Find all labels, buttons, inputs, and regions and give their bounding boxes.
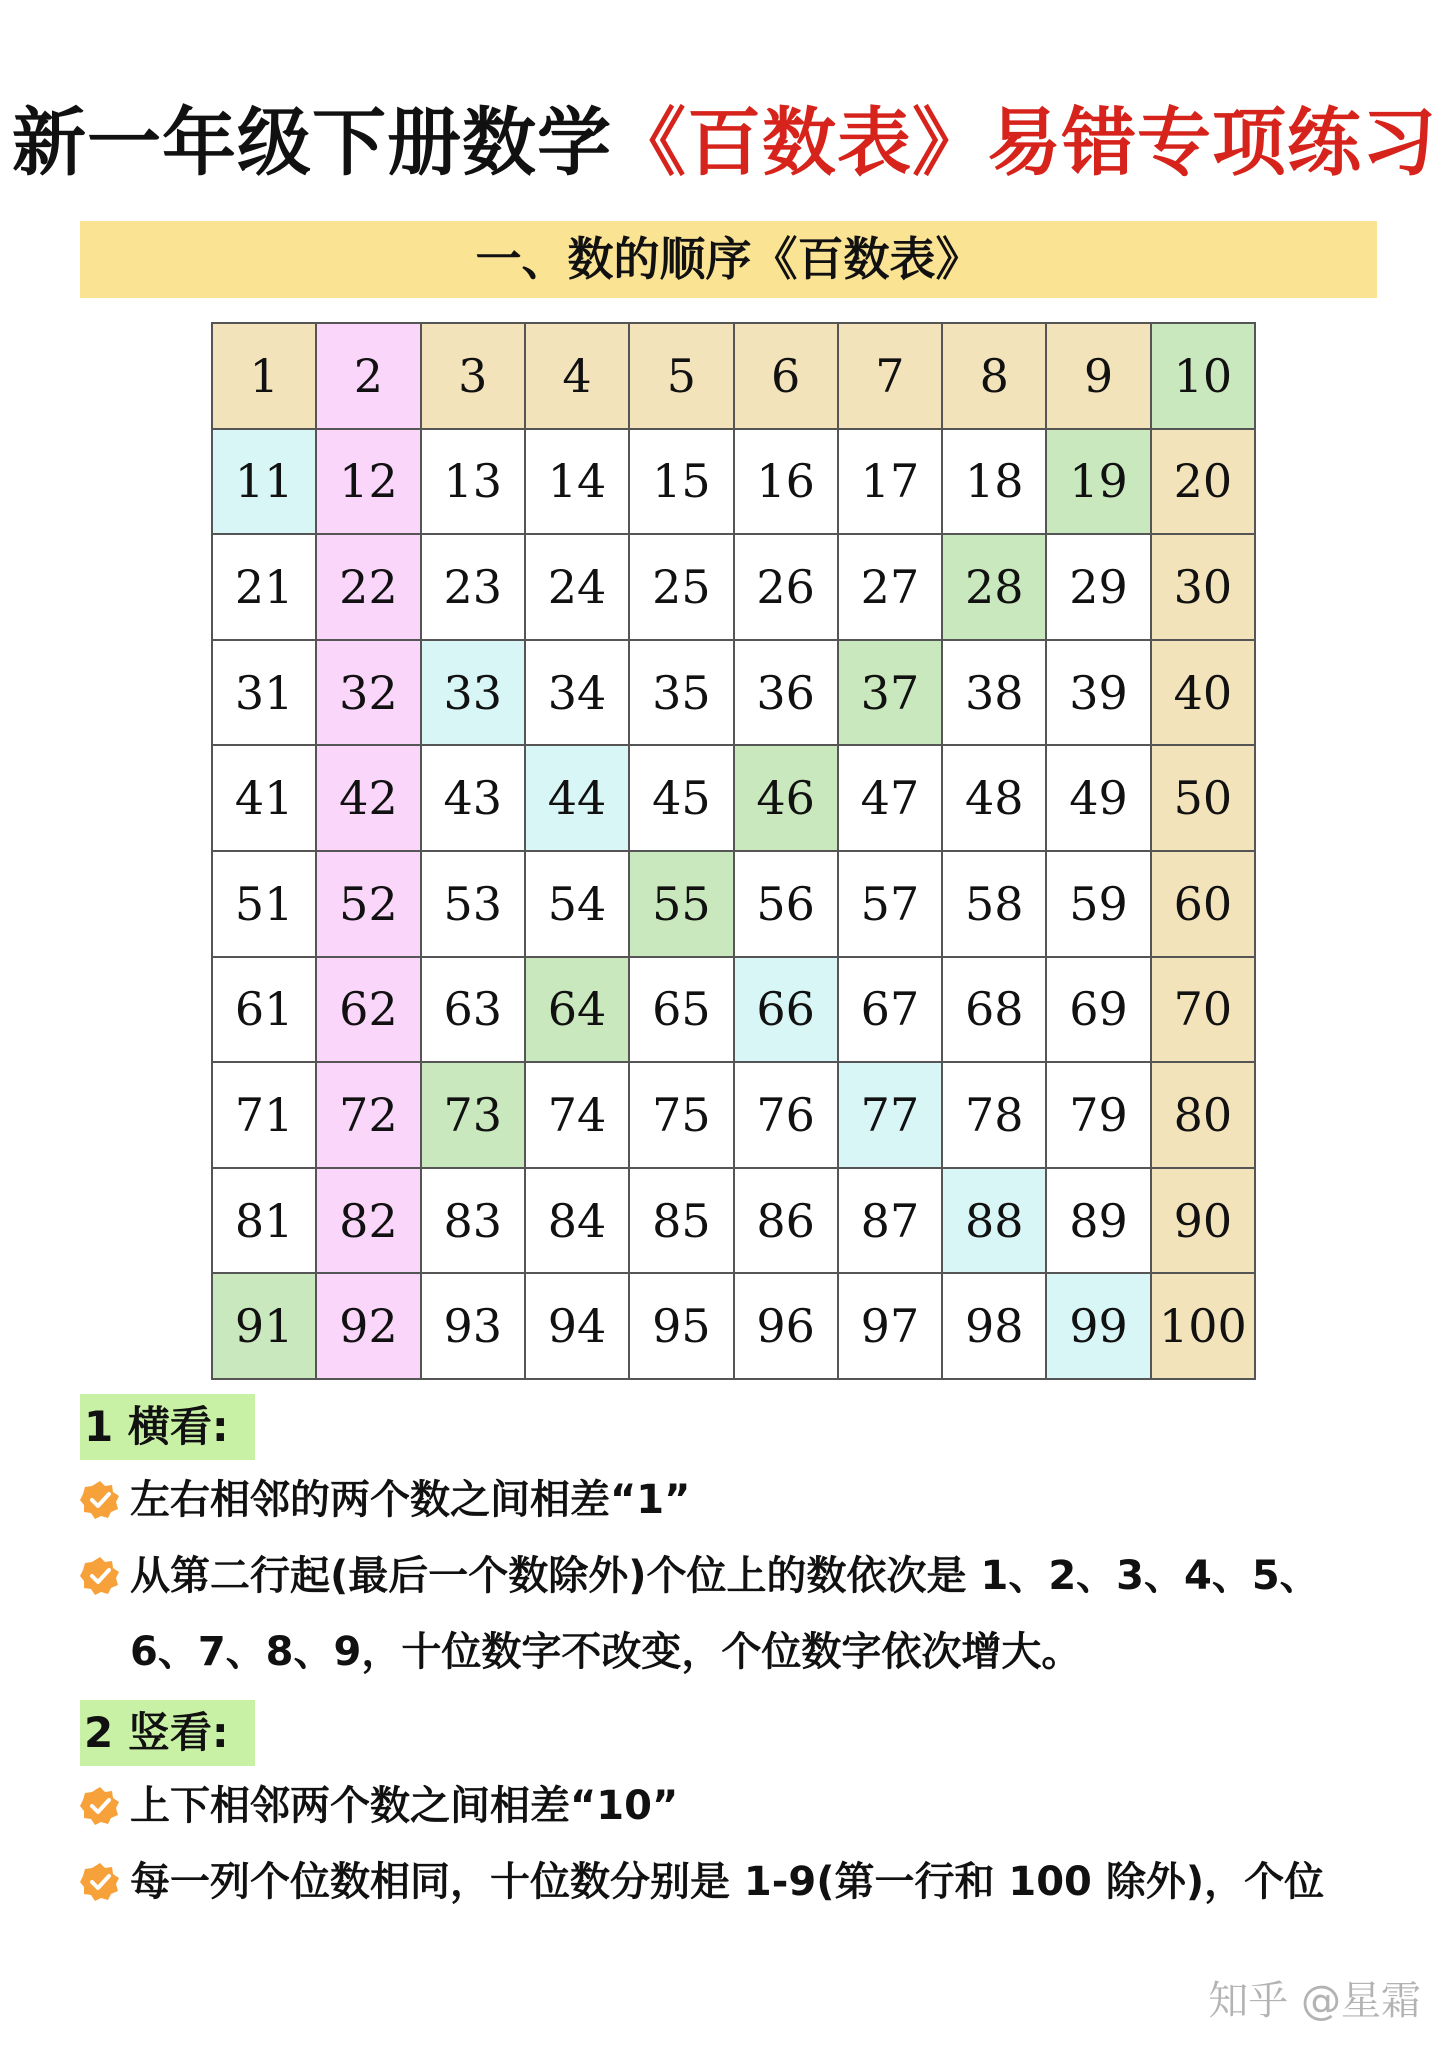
hundred-chart-cell: 69	[1047, 958, 1151, 1064]
hundred-chart-cell: 70	[1152, 958, 1256, 1064]
hundred-chart-cell: 3	[422, 324, 526, 430]
hundred-chart-cell: 71	[213, 1063, 317, 1169]
watermark: 知乎 @星霜	[1208, 1978, 1421, 2024]
orange-badge-check-icon	[80, 1786, 120, 1826]
hundred-chart-cell: 59	[1047, 852, 1151, 958]
hundred-chart-cell: 43	[422, 746, 526, 852]
hundred-chart-cell: 64	[526, 958, 630, 1064]
hundred-chart-cell: 82	[317, 1169, 421, 1275]
hundred-chart-cell: 45	[630, 746, 734, 852]
hundred-chart-cell: 84	[526, 1169, 630, 1275]
hundred-chart-cell: 1	[213, 324, 317, 430]
hundred-chart-cell: 61	[213, 958, 317, 1064]
hundred-chart-cell: 37	[839, 641, 943, 747]
horizontal-bullet-1-text: 左右相邻的两个数之间相差“1”	[130, 1477, 691, 1523]
hundred-chart-cell: 67	[839, 958, 943, 1064]
hundred-chart-cell: 23	[422, 535, 526, 641]
hundred-chart-cell: 14	[526, 430, 630, 536]
hundred-chart-cell: 91	[213, 1274, 317, 1380]
hundred-chart-cell: 28	[943, 535, 1047, 641]
hundred-chart-cell: 95	[630, 1274, 734, 1380]
section-heading: 一、数的顺序《百数表》	[475, 232, 982, 286]
hundred-chart-cell: 15	[630, 430, 734, 536]
hundred-chart-cell: 31	[213, 641, 317, 747]
horizontal-heading: 1 横看:	[84, 1402, 229, 1451]
hundred-chart-cell: 54	[526, 852, 630, 958]
hundred-chart-cell: 12	[317, 430, 421, 536]
orange-badge-check-icon	[80, 1480, 120, 1520]
hundred-chart-cell: 7	[839, 324, 943, 430]
orange-badge-check-icon	[80, 1862, 120, 1902]
hundred-chart-cell: 38	[943, 641, 1047, 747]
hundred-chart-cell: 35	[630, 641, 734, 747]
hundred-chart-cell: 24	[526, 535, 630, 641]
hundred-chart-cell: 58	[943, 852, 1047, 958]
hundred-chart-cell: 66	[735, 958, 839, 1064]
vertical-bullet-2-text: 每一列个位数相同，十位数分别是 1-9(第一行和 100 除外)，个位	[130, 1859, 1325, 1905]
hundred-chart-cell: 100	[1152, 1274, 1256, 1380]
title-suffix: 易错专项练习	[987, 100, 1437, 186]
hundred-chart-cell: 62	[317, 958, 421, 1064]
hundred-chart-cell: 76	[735, 1063, 839, 1169]
hundred-chart-cell: 89	[1047, 1169, 1151, 1275]
hundred-chart-cell: 13	[422, 430, 526, 536]
hundred-chart-grid	[211, 322, 1256, 1380]
hundred-chart-cell: 90	[1152, 1169, 1256, 1275]
hundred-chart-cell: 17	[839, 430, 943, 536]
hundred-chart-cell: 34	[526, 641, 630, 747]
hundred-chart-cell: 50	[1152, 746, 1256, 852]
hundred-chart-cell: 57	[839, 852, 943, 958]
section-heading-band	[80, 221, 1377, 298]
hundred-chart-cell: 20	[1152, 430, 1256, 536]
hundred-chart-cell: 51	[213, 852, 317, 958]
vertical-heading: 2 竖看:	[84, 1708, 229, 1757]
hundred-chart-cell: 48	[943, 746, 1047, 852]
hundred-chart-cell: 78	[943, 1063, 1047, 1169]
hundred-chart-cell: 79	[1047, 1063, 1151, 1169]
hundred-chart-cell: 73	[422, 1063, 526, 1169]
hundred-chart-cell: 2	[317, 324, 421, 430]
horizontal-bullet-2-line-1: 从第二行起(最后一个数除外)个位上的数依次是 1、2、3、4、5、	[130, 1553, 1320, 1599]
hundred-chart-cell: 49	[1047, 746, 1151, 852]
hundred-chart-cell: 60	[1152, 852, 1256, 958]
hundred-chart-cell: 33	[422, 641, 526, 747]
hundred-chart-cell: 26	[735, 535, 839, 641]
hundred-chart-cell: 81	[213, 1169, 317, 1275]
horizontal-heading-tag	[80, 1394, 255, 1460]
hundred-chart-cell: 68	[943, 958, 1047, 1064]
horizontal-bullet-2-line-2: 6、7、8、9，十位数字不改变，个位数字依次增大。	[130, 1629, 1082, 1675]
hundred-chart-cell: 19	[1047, 430, 1151, 536]
vertical-bullet-1-text: 上下相邻两个数之间相差“10”	[130, 1783, 679, 1829]
hundred-chart-cell: 83	[422, 1169, 526, 1275]
hundred-chart-cell: 32	[317, 641, 421, 747]
vertical-heading-tag	[80, 1700, 255, 1766]
hundred-chart-cell: 80	[1152, 1063, 1256, 1169]
hundred-chart-cell: 41	[213, 746, 317, 852]
hundred-chart-cell: 97	[839, 1274, 943, 1380]
hundred-chart-cell: 47	[839, 746, 943, 852]
hundred-chart-cell: 29	[1047, 535, 1151, 641]
hundred-chart-cell: 42	[317, 746, 421, 852]
hundred-chart-cell: 65	[630, 958, 734, 1064]
title-highlight: 《百数表》	[612, 100, 987, 186]
hundred-chart-cell: 56	[735, 852, 839, 958]
hundred-chart-cell: 5	[630, 324, 734, 430]
page-title	[0, 88, 1449, 198]
hundred-chart-cell: 21	[213, 535, 317, 641]
hundred-chart-cell: 11	[213, 430, 317, 536]
hundred-chart-cell: 36	[735, 641, 839, 747]
hundred-chart-cell: 92	[317, 1274, 421, 1380]
hundred-chart-cell: 10	[1152, 324, 1256, 430]
hundred-chart-cell: 46	[735, 746, 839, 852]
hundred-chart-cell: 25	[630, 535, 734, 641]
hundred-chart-cell: 9	[1047, 324, 1151, 430]
orange-badge-check-icon	[80, 1556, 120, 1596]
hundred-chart-cell: 4	[526, 324, 630, 430]
hundred-chart-cell: 94	[526, 1274, 630, 1380]
hundred-chart-cell: 6	[735, 324, 839, 430]
hundred-chart-cell: 27	[839, 535, 943, 641]
hundred-chart-cell: 52	[317, 852, 421, 958]
hundred-chart-cell: 85	[630, 1169, 734, 1275]
hundred-chart-cell: 18	[943, 430, 1047, 536]
hundred-chart-cell: 74	[526, 1063, 630, 1169]
hundred-chart-cell: 16	[735, 430, 839, 536]
hundred-chart-cell: 55	[630, 852, 734, 958]
hundred-chart-cell: 22	[317, 535, 421, 641]
hundred-chart-cell: 99	[1047, 1274, 1151, 1380]
title-prefix: 新一年级下册数学	[12, 100, 612, 186]
hundred-chart-cell: 96	[735, 1274, 839, 1380]
hundred-chart-cell: 40	[1152, 641, 1256, 747]
hundred-chart-cell: 87	[839, 1169, 943, 1275]
hundred-chart-cell: 8	[943, 324, 1047, 430]
hundred-chart-cell: 98	[943, 1274, 1047, 1380]
hundred-chart-cell: 30	[1152, 535, 1256, 641]
hundred-chart-cell: 86	[735, 1169, 839, 1275]
hundred-chart-cell: 75	[630, 1063, 734, 1169]
hundred-chart-cell: 77	[839, 1063, 943, 1169]
hundred-chart-cell: 53	[422, 852, 526, 958]
hundred-chart-cell: 93	[422, 1274, 526, 1380]
hundred-chart-cell: 44	[526, 746, 630, 852]
hundred-chart-cell: 72	[317, 1063, 421, 1169]
hundred-chart-cell: 39	[1047, 641, 1151, 747]
hundred-chart-cell: 63	[422, 958, 526, 1064]
hundred-chart-cell: 88	[943, 1169, 1047, 1275]
